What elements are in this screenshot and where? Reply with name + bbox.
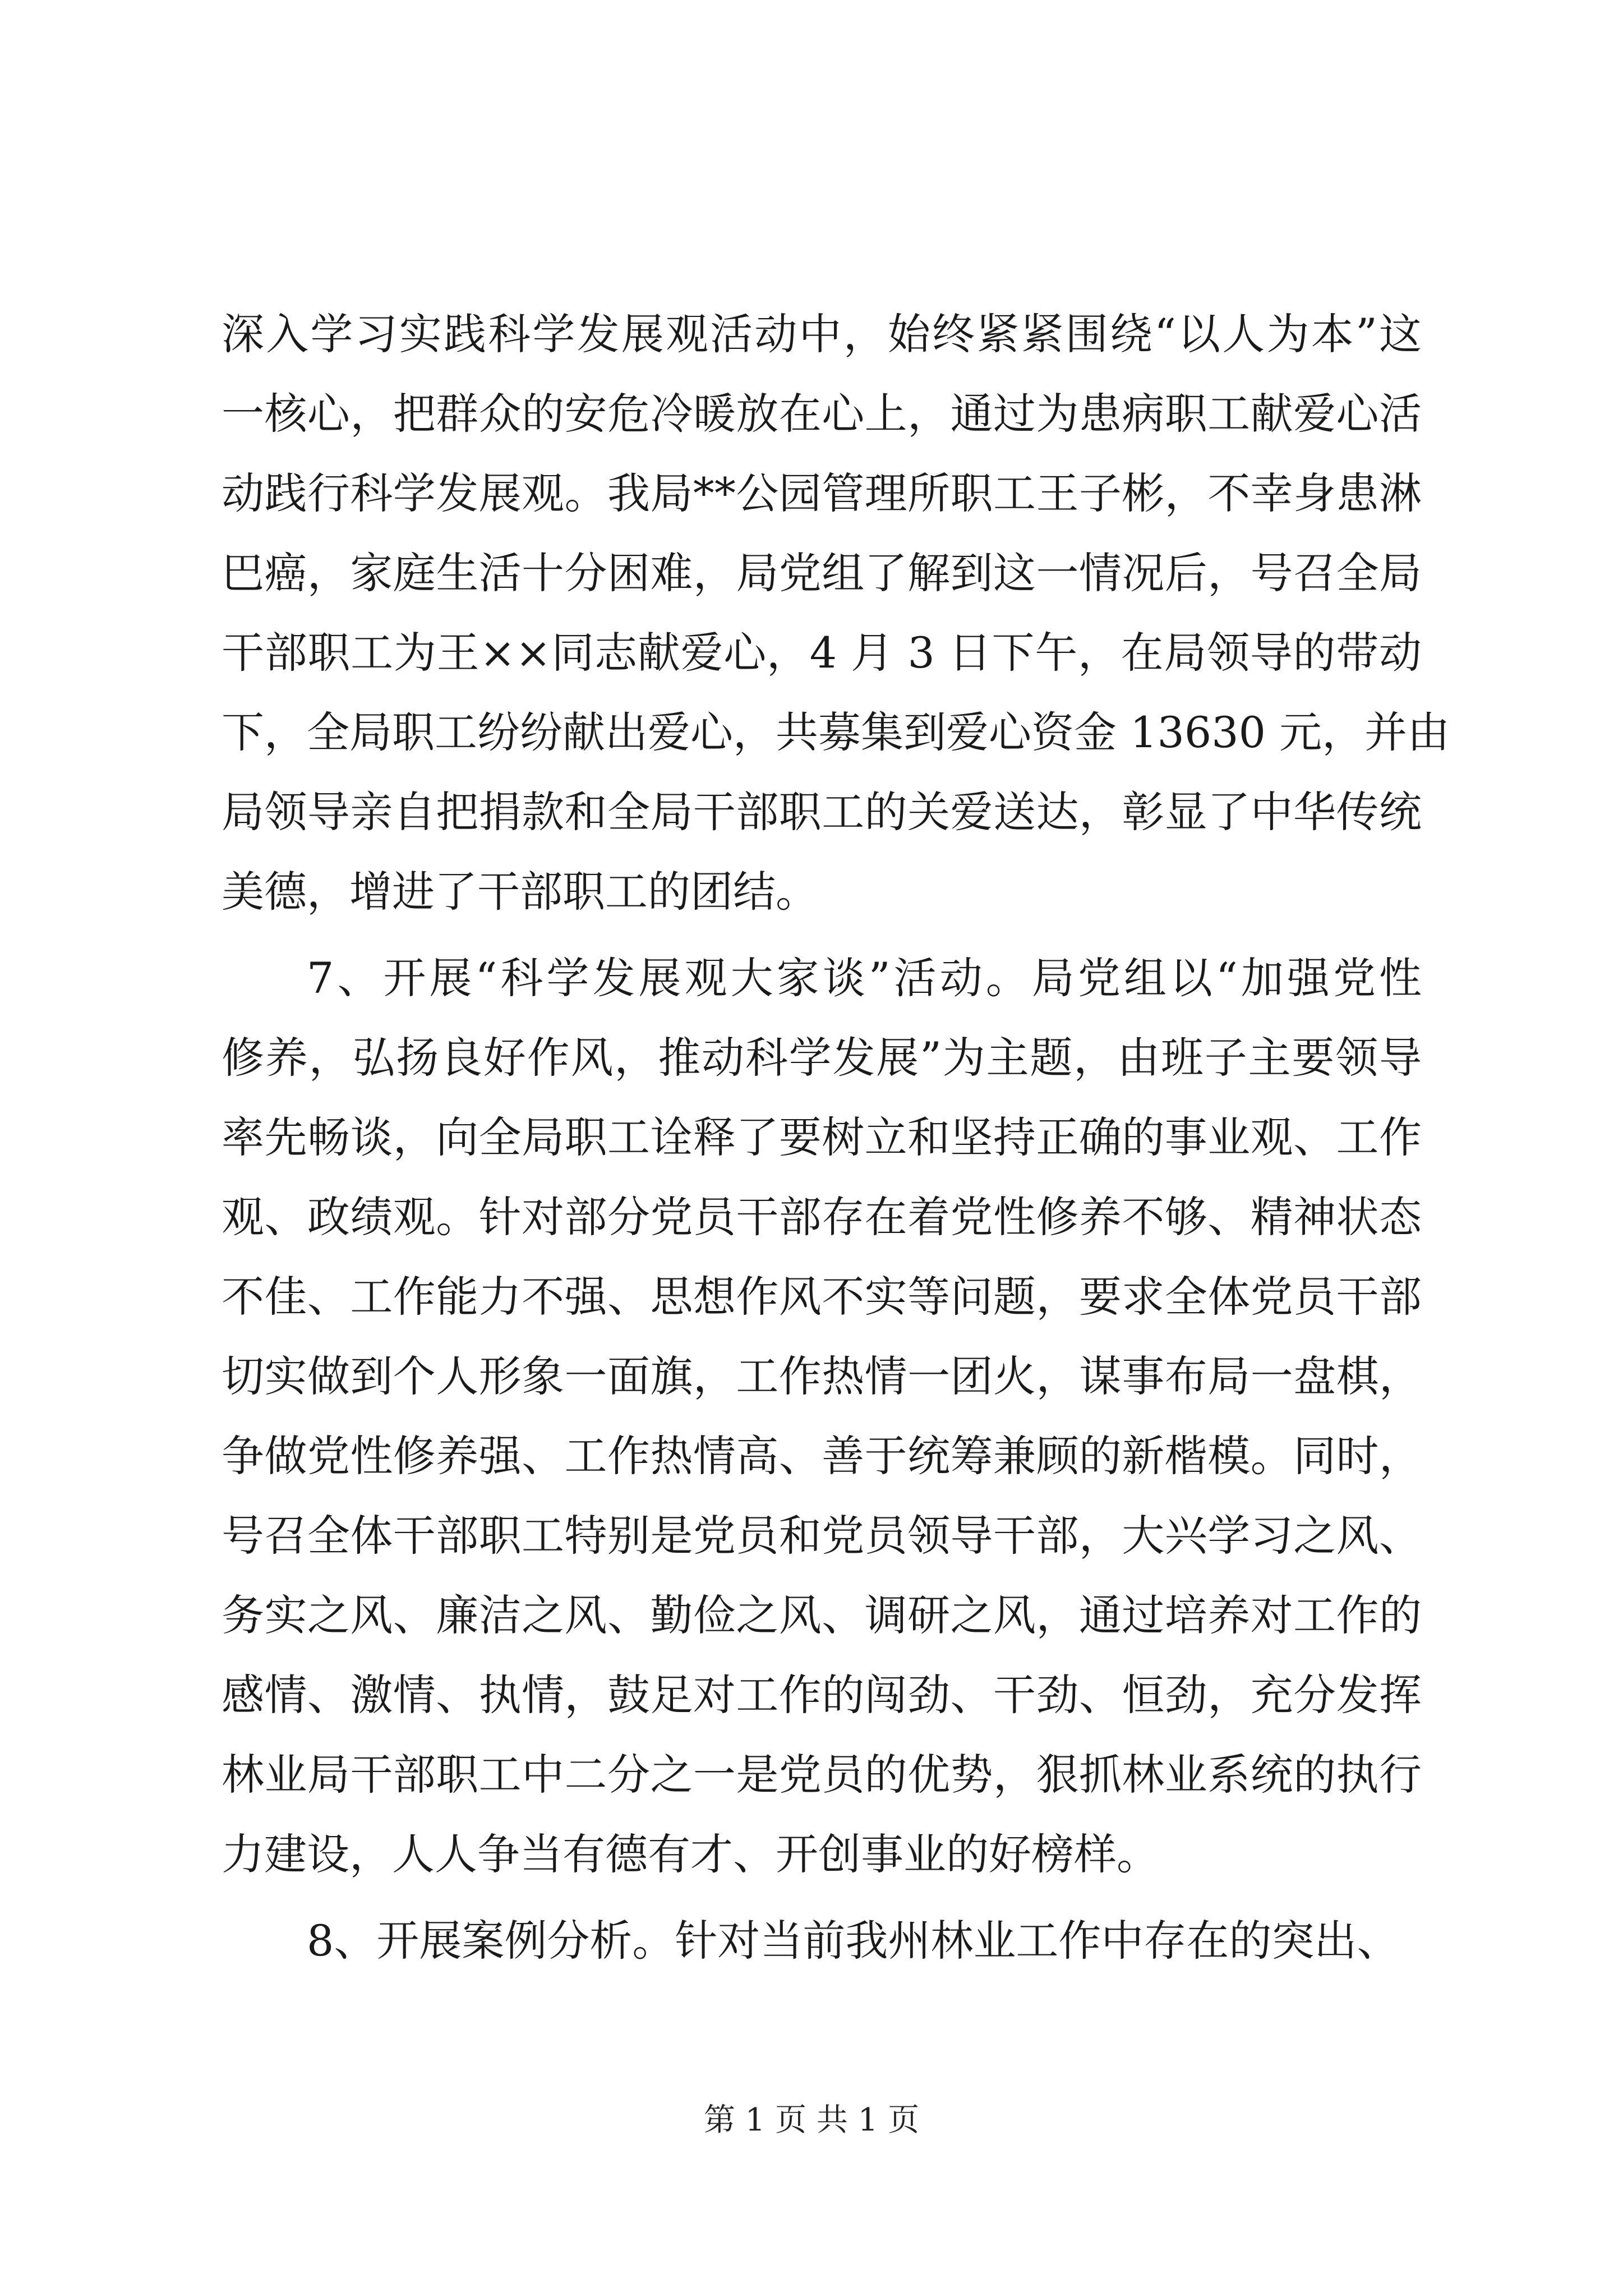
text-line: 切实做到个人形象一面旗，工作热情一团火，谋事布局一盘棋， bbox=[222, 1351, 1422, 1401]
text-line: 不佳、工作能力不强、思想作风不实等问题，要求全体党员干部 bbox=[222, 1272, 1422, 1322]
text-line: 务实之风、廉洁之风、勤俭之风、调研之风，通过培养对工作的 bbox=[222, 1590, 1422, 1640]
paragraph-2 bbox=[222, 938, 1422, 1894]
paragraph-gap bbox=[222, 1894, 1422, 1901]
page-footer bbox=[0, 2101, 1623, 2140]
text-line: 林业局干部职工中二分之一是党员的优势，狠抓林业系统的执行 bbox=[222, 1750, 1422, 1800]
text-line: 修养，弘扬良好作风，推动科学发展”为主题，由班子主要领导 bbox=[222, 1033, 1422, 1083]
text-line: 动践行科学发展观。我局**公园管理所职工王子彬，不幸身患淋 bbox=[222, 468, 1422, 518]
text-line: 争做党性修养强、工作热情高、善于统筹兼顾的新楷模。同时， bbox=[222, 1431, 1422, 1481]
text-line: 深入学习实践科学发展观活动中，始终紧紧围绕“以人为本”这 bbox=[222, 309, 1422, 359]
text-line: 力建设，人人争当有德有才、开创事业的好榜样。 bbox=[222, 1829, 1159, 1879]
text-line: 感情、激情、执情，鼓足对工作的闯劲、干劲、恒劲，充分发挥 bbox=[222, 1670, 1422, 1720]
text-line: 率先畅谈，向全局职工诠释了要树立和坚持正确的事业观、工作 bbox=[222, 1112, 1422, 1162]
paragraph-1 bbox=[222, 295, 1450, 932]
text-line: 一核心，把群众的安危冷暖放在心上，通过为患病职工献爱心活 bbox=[222, 389, 1422, 439]
paragraph-gap bbox=[222, 932, 1422, 938]
text-line: 局领导亲自把捐款和全局干部职工的关爱送达，彰显了中华传统 bbox=[222, 787, 1422, 837]
text-line: 下，全局职工纷纷献出爱心，共募集到爱心资金 13630 元，并由 bbox=[222, 707, 1450, 757]
text-line: 8、开展案例分析。针对当前我州林业工作中存在的突出、 bbox=[307, 1916, 1400, 1966]
page-number: 第 1 页 共 1 页 bbox=[703, 2102, 920, 2138]
text-line: 号召全体干部职工特别是党员和党员领导干部，大兴学习之风、 bbox=[222, 1511, 1422, 1561]
text-line: 巴癌，家庭生活十分困难，局党组了解到这一情况后，号召全局 bbox=[222, 548, 1422, 598]
text-line: 7、开展“科学发展观大家谈”活动。局党组以“加强党性 bbox=[307, 953, 1422, 1003]
document-body bbox=[222, 295, 1450, 1981]
text-line: 美德，增进了干部职工的团结。 bbox=[222, 867, 818, 917]
text-line: 干部职工为王××同志献爱心，4 月 3 日下午，在局领导的带动 bbox=[222, 628, 1422, 678]
text-line: 观、政绩观。针对部分党员干部存在着党性修养不够、精神状态 bbox=[222, 1192, 1422, 1242]
paragraph-3 bbox=[222, 1901, 1422, 1981]
